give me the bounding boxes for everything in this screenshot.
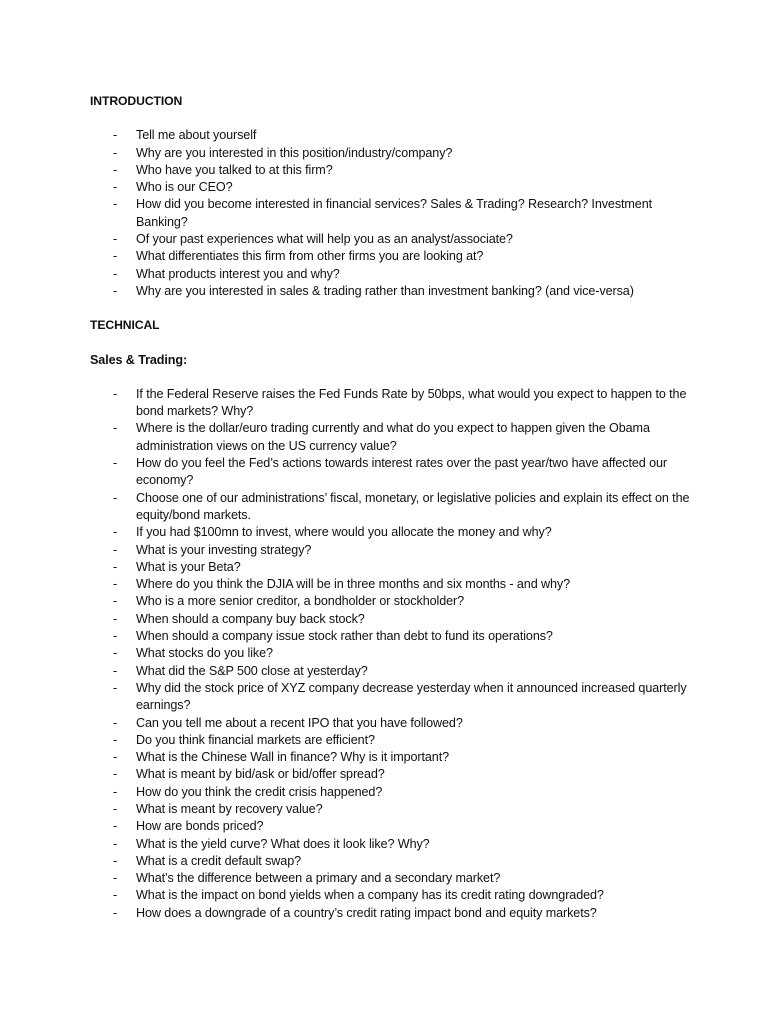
question-text: How did you become interested in financial services? Sales & Trading? Research? Investment Banking?: [136, 197, 653, 229]
bullet-dash: -: [113, 456, 118, 471]
bullet-dash: -: [113, 197, 118, 212]
bullet-dash: -: [113, 732, 118, 747]
bullet-dash: -: [113, 283, 118, 298]
question-text: What is your investing strategy?: [136, 542, 312, 557]
question-text: What is a credit default swap?: [136, 853, 301, 868]
bullet-dash: -: [113, 767, 118, 782]
question-text: Can you tell me about a recent IPO that you have followed?: [136, 715, 463, 730]
bullet-dash: -: [113, 421, 118, 436]
question-text: What is the impact on bond yields when a company has its credit rating downgraded?: [136, 888, 604, 903]
introduction-question-list: [90, 127, 690, 300]
question-item: [90, 179, 690, 196]
question-item: [90, 645, 690, 662]
question-text: Who is a more senior creditor, a bondholder or stockholder?: [136, 594, 465, 609]
question-text: What did the S&P 500 close at yesterday?: [136, 663, 368, 678]
question-text: What differentiates this firm from other firms you are looking at?: [136, 249, 484, 264]
question-text: Tell me about yourself: [136, 128, 257, 143]
bullet-dash: -: [113, 145, 118, 160]
question-text: When should a company buy back stock?: [136, 611, 365, 626]
bullet-dash: -: [113, 525, 118, 540]
question-item: [90, 266, 690, 283]
bullet-dash: -: [113, 680, 118, 695]
bullet-dash: -: [113, 611, 118, 626]
question-text: Who have you talked to at this firm?: [136, 162, 333, 177]
question-item: [90, 145, 690, 162]
question-item: [90, 231, 690, 248]
technical-heading: TECHNICAL: [90, 318, 160, 333]
bullet-dash: -: [113, 128, 118, 143]
bullet-dash: -: [113, 490, 118, 505]
question-text: What products interest you and why?: [136, 266, 340, 281]
question-item: [90, 749, 690, 766]
bullet-dash: -: [113, 162, 118, 177]
question-item: [90, 283, 690, 300]
question-text: Why are you interested in this position/industry/company?: [136, 145, 453, 160]
bullet-dash: -: [113, 819, 118, 834]
question-item: [90, 248, 690, 265]
question-text: Why did the stock price of XYZ company decrease yesterday when it announced increased quarterly earnings?: [136, 680, 687, 713]
question-text: What stocks do you like?: [136, 646, 273, 661]
question-text: What is meant by recovery value?: [136, 801, 323, 816]
bullet-dash: -: [113, 715, 118, 730]
question-text: How do you think the credit crisis happened?: [136, 784, 383, 799]
question-item: [90, 715, 690, 732]
bullet-dash: -: [113, 871, 118, 886]
bullet-dash: -: [113, 266, 118, 281]
question-text: Where do you think the DJIA will be in three months and six months - and why?: [136, 577, 571, 592]
spacer: [90, 369, 690, 386]
question-text: What is the yield curve? What does it look like? Why?: [136, 836, 430, 851]
question-item: [90, 680, 690, 715]
question-item: [90, 905, 690, 922]
question-item: [90, 542, 690, 559]
bullet-dash: -: [113, 180, 118, 195]
question-item: [90, 611, 690, 628]
bullet-dash: -: [113, 663, 118, 678]
question-text: How does a downgrade of a country’s credit rating impact bond and equity markets?: [136, 905, 597, 920]
question-text: How are bonds priced?: [136, 819, 264, 834]
bullet-dash: -: [113, 888, 118, 903]
bullet-dash: -: [113, 386, 118, 401]
question-item: [90, 732, 690, 749]
question-text: Do you think financial markets are efficient?: [136, 732, 375, 747]
bullet-dash: -: [113, 249, 118, 264]
spacer: [90, 300, 690, 317]
bullet-dash: -: [113, 784, 118, 799]
question-item: [90, 386, 690, 421]
question-item: [90, 836, 690, 853]
bullet-dash: -: [113, 629, 118, 644]
question-text: Who is our CEO?: [136, 180, 233, 195]
question-text: What is the Chinese Wall in finance? Why is it important?: [136, 750, 450, 765]
bullet-dash: -: [113, 646, 118, 661]
question-item: [90, 870, 690, 887]
question-text: Of your past experiences what will help you as an analyst/associate?: [136, 232, 513, 247]
bullet-dash: -: [113, 836, 118, 851]
question-text: What is meant by bid/ask or bid/offer spread?: [136, 767, 385, 782]
bullet-dash: -: [113, 853, 118, 868]
question-text: What’s the difference between a primary and a secondary market?: [136, 871, 501, 886]
question-item: [90, 663, 690, 680]
bullet-dash: -: [113, 594, 118, 609]
introduction-heading: INTRODUCTION: [90, 94, 183, 108]
question-text: When should a company issue stock rather than debt to fund its operations?: [136, 629, 553, 644]
sales-trading-question-list: [90, 386, 690, 922]
question-item: [90, 455, 690, 490]
question-text: Where is the dollar/euro trading currently and what do you expect to happen given the Obama administration views on the US currency value?: [136, 421, 650, 453]
question-item: [90, 196, 690, 231]
question-item: [90, 524, 690, 541]
spacer: [90, 110, 690, 127]
question-item: [90, 559, 690, 576]
question-item: [90, 887, 690, 904]
question-item: [90, 628, 690, 645]
question-text: If you had $100mn to invest, where would you allocate the money and why?: [136, 525, 552, 540]
question-text: Why are you interested in sales & trading rather than investment banking? (and vice-versa): [136, 283, 634, 298]
bullet-dash: -: [113, 232, 118, 247]
bullet-dash: -: [113, 801, 118, 816]
sales-trading-heading: Sales & Trading:: [90, 352, 188, 367]
bullet-dash: -: [113, 750, 118, 765]
question-item: [90, 420, 690, 455]
question-item: [90, 818, 690, 835]
bullet-dash: -: [113, 542, 118, 557]
question-item: [90, 784, 690, 801]
bullet-dash: -: [113, 905, 118, 920]
bullet-dash: -: [113, 577, 118, 592]
question-item: [90, 490, 690, 525]
question-item: [90, 576, 690, 593]
bullet-dash: -: [113, 559, 118, 574]
question-item: [90, 162, 690, 179]
question-text: If the Federal Reserve raises the Fed Funds Rate by 50bps, what would you expect to happen to the bond markets? Why?: [136, 386, 687, 419]
question-text: What is your Beta?: [136, 559, 241, 574]
spacer: [90, 335, 690, 352]
document-content: [90, 93, 690, 922]
question-item: [90, 766, 690, 783]
question-item: [90, 127, 690, 144]
question-item: [90, 801, 690, 818]
question-item: [90, 853, 690, 870]
question-text: How do you feel the Fed’s actions towards interest rates over the past year/two have affected our economy?: [136, 456, 667, 488]
question-text: Choose one of our administrations’ fiscal, monetary, or legislative policies and explain its effect on the equity/bond markets.: [136, 490, 690, 522]
question-item: [90, 593, 690, 610]
